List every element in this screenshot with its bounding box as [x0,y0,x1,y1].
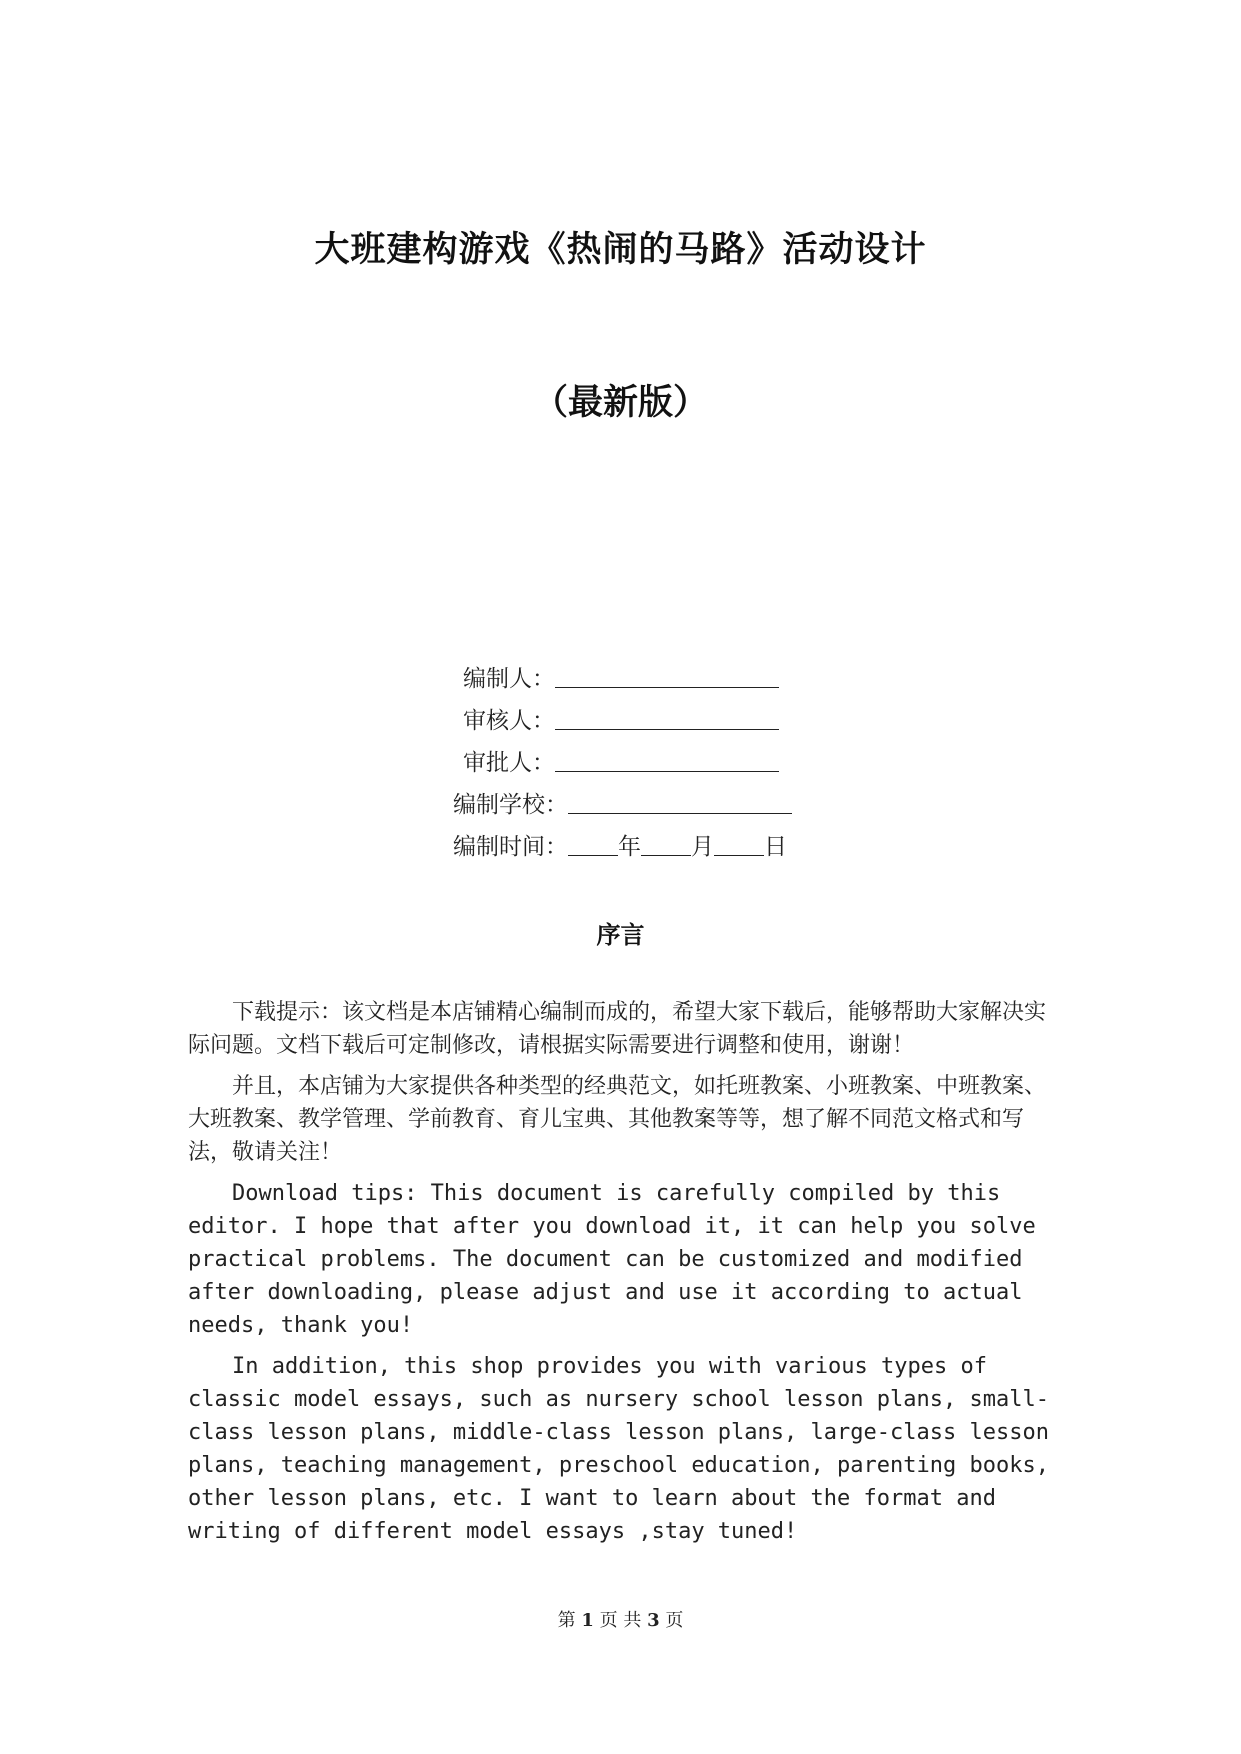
school-row [0,784,1241,826]
school-label: 编制学校： [453,792,568,818]
day-blank [714,829,764,856]
reviewer-row [0,700,1241,742]
date-label: 编制时间： [453,834,568,860]
compiler-blank [555,661,779,688]
compiler-row [0,658,1241,700]
month-blank [641,829,691,856]
day-label: 日 [764,834,787,860]
preface-paragraph: 并且，本店铺为大家提供各种类型的经典范文，如托班教案、小班教案、中班教案、大班教案、教学管理、学前教育、育儿宝典、其他教案等等，想了解不同范文格式和写法，敬请关注！ [188,1074,1047,1165]
year-blank [568,829,618,856]
footer-middle: 页 共 [599,1610,642,1631]
preface-body [188,996,1058,1556]
preface-heading: 序言 [596,920,645,949]
reviewer-label: 审核人： [463,708,555,734]
document-title: 大班建构游戏《热闹的马路》活动设计 [314,229,927,270]
total-page-number: 3 [647,1610,660,1631]
approver-label: 审批人： [463,750,555,776]
month-label: 月 [691,834,714,860]
current-page-number: 1 [581,1610,594,1631]
reviewer-blank [555,703,779,730]
page-footer [0,1606,1241,1632]
approver-blank [555,745,779,772]
compiler-label: 编制人： [463,666,555,692]
approver-row [0,742,1241,784]
footer-suffix: 页 [665,1610,684,1631]
year-label: 年 [618,834,641,860]
date-row [0,826,1241,868]
preface-paragraph: 下载提示：该文档是本店铺精心编制而成的，希望大家下载后，能够帮助大家解决实际问题。文档下载后可定制修改，请根据实际需要进行调整和使用，谢谢！ [188,1000,1047,1058]
document-subtitle: （最新版） [532,382,708,423]
preface-paragraph: Download tips: This document is carefully compiled by this editor. I hope that after you download it, it can help you solve practical problems. The document can be customized and modified after downloading, please adjust and use it according to actual needs, thank you! [188,1181,1036,1338]
school-blank [568,787,792,814]
footer-prefix: 第 [557,1610,576,1631]
preface-paragraph: In addition, this shop provides you with various types of classic model essays, such as nursery school lesson plans, small-class lesson plans, middle-class lesson plans, large-class lesson plans, teaching management, preschool education, parenting books, other lesson plans, etc. I want to learn about the format and writing of different model essays ,stay tuned! [188,1354,1049,1544]
approval-form [0,658,1241,868]
